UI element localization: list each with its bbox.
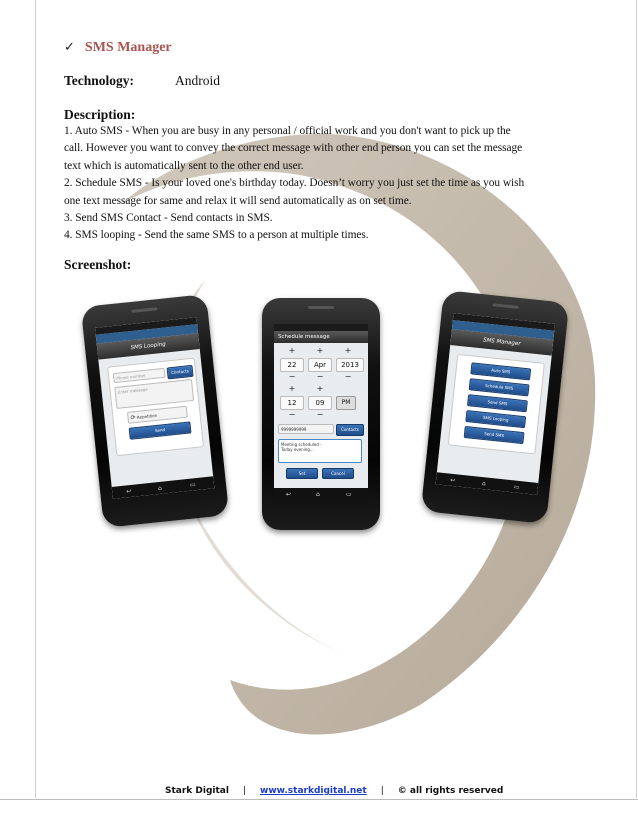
- recent-apps-icon[interactable]: ▭: [513, 483, 520, 491]
- description-text: [64, 123, 584, 245]
- month-value[interactable]: Apr: [308, 358, 332, 372]
- hour-decrement[interactable]: −: [288, 410, 296, 419]
- schedule-sms-button[interactable]: Schedule SMS: [469, 378, 530, 396]
- year-decrement[interactable]: −: [344, 372, 352, 381]
- description-line: 4. SMS looping - Send the same SMS to a person at multiple times.: [64, 229, 369, 242]
- footer-separator: |: [242, 786, 247, 796]
- send-sms-button[interactable]: Send SMS: [467, 394, 528, 412]
- phone-screen: [436, 313, 555, 495]
- auto-sms-button[interactable]: Auto SMS: [470, 362, 531, 380]
- description-line: call. However you want to convey the correct message with other end person you can set the message: [64, 142, 523, 155]
- hour-value[interactable]: 12: [280, 396, 304, 410]
- phone-speaker: [493, 303, 519, 309]
- minute-increment[interactable]: +: [316, 384, 324, 393]
- footer-separator: |: [380, 786, 384, 796]
- back-icon[interactable]: ↩: [449, 476, 456, 485]
- phone-schedule-message: [262, 298, 380, 530]
- repetition-field[interactable]: [127, 406, 188, 424]
- month-increment[interactable]: +: [316, 346, 324, 355]
- hour-increment[interactable]: +: [288, 384, 296, 393]
- description-line: one text message for same and relax it will send automatically as on set time.: [64, 194, 412, 207]
- footer-rights: © all rights reserved: [397, 786, 504, 796]
- heading-title: SMS Manager: [84, 40, 172, 55]
- footer-website-link[interactable]: www.starkdigital.net: [260, 786, 367, 796]
- back-icon[interactable]: ↩: [125, 487, 132, 496]
- phone-sms-looping: [81, 294, 230, 528]
- number-input[interactable]: 9999999999: [278, 424, 334, 434]
- phone-speaker: [131, 307, 157, 313]
- footer-company: Stark Digital: [165, 786, 229, 796]
- bottom-rule: [0, 799, 638, 800]
- day-value[interactable]: 22: [280, 358, 304, 372]
- screenshot-label: Screenshot:: [64, 257, 132, 272]
- repetition-label: Repetition: [136, 412, 158, 420]
- set-button[interactable]: Set: [286, 468, 318, 479]
- recent-apps-icon[interactable]: ▭: [346, 491, 352, 498]
- technology-label: Technology:: [64, 73, 135, 88]
- back-icon[interactable]: ↩: [286, 491, 292, 498]
- phone-screen: [95, 317, 214, 499]
- home-icon[interactable]: ⌂: [157, 484, 163, 493]
- app-title: SMS Looping: [97, 333, 200, 360]
- phone-speaker: [308, 306, 334, 309]
- dialog-title: Schedule message: [274, 331, 368, 343]
- nav-bar: [436, 472, 539, 495]
- minute-value[interactable]: 09: [308, 396, 332, 410]
- home-icon[interactable]: ⌂: [316, 491, 320, 498]
- checkmark-icon: ✓: [64, 40, 75, 55]
- year-increment[interactable]: +: [344, 346, 352, 355]
- app-title: SMS Manager: [450, 329, 553, 356]
- technology-value: Android: [175, 73, 220, 88]
- contacts-button[interactable]: Contacts: [336, 424, 364, 436]
- description-line: text which is automatically sent to the other end user.: [64, 159, 304, 172]
- phone-number-input[interactable]: Phone number: [113, 368, 166, 383]
- recent-apps-icon[interactable]: ▭: [189, 481, 196, 489]
- send-button[interactable]: Send: [129, 421, 192, 439]
- phone-screen: [274, 324, 368, 500]
- contacts-button[interactable]: Contacts: [167, 365, 194, 380]
- send-sms-contact-button[interactable]: Send SMS: [464, 426, 525, 444]
- message-input[interactable]: [278, 439, 362, 463]
- minute-decrement[interactable]: −: [316, 410, 324, 419]
- form-panel: [107, 358, 204, 457]
- status-bar: [274, 324, 368, 331]
- menu-panel: [448, 354, 545, 455]
- sms-looping-button[interactable]: SMS Looping: [465, 410, 526, 428]
- year-value[interactable]: 2013: [336, 358, 364, 372]
- refresh-icon: ⟳: [130, 414, 136, 422]
- phone-sms-manager: [421, 290, 570, 524]
- month-decrement[interactable]: −: [316, 372, 324, 381]
- message-input[interactable]: Enter message: [114, 379, 194, 409]
- page-footer: [165, 786, 503, 796]
- description-line: 1. Auto SMS - When you are busy in any personal / official work and you don't want to pick up the: [64, 125, 511, 137]
- description-label: Description:: [64, 107, 136, 122]
- cancel-button[interactable]: Cancel: [322, 468, 354, 479]
- nav-bar: [274, 488, 368, 500]
- day-increment[interactable]: +: [288, 346, 296, 355]
- message-line: Meeting scheduled -: [281, 442, 322, 447]
- nav-bar: [112, 476, 215, 499]
- day-decrement[interactable]: −: [288, 372, 296, 381]
- message-line: Today evening...: [281, 447, 314, 452]
- description-line: 3. Send SMS Contact - Send contacts in SMS.: [64, 212, 273, 225]
- section-heading: [64, 40, 172, 56]
- description-line: 2. Schedule SMS - Is your loved one's birthday today. Doesn’t worry you just set the time as you wish: [64, 177, 525, 190]
- ampm-toggle[interactable]: PM: [336, 396, 356, 410]
- home-icon[interactable]: ⌂: [481, 480, 487, 488]
